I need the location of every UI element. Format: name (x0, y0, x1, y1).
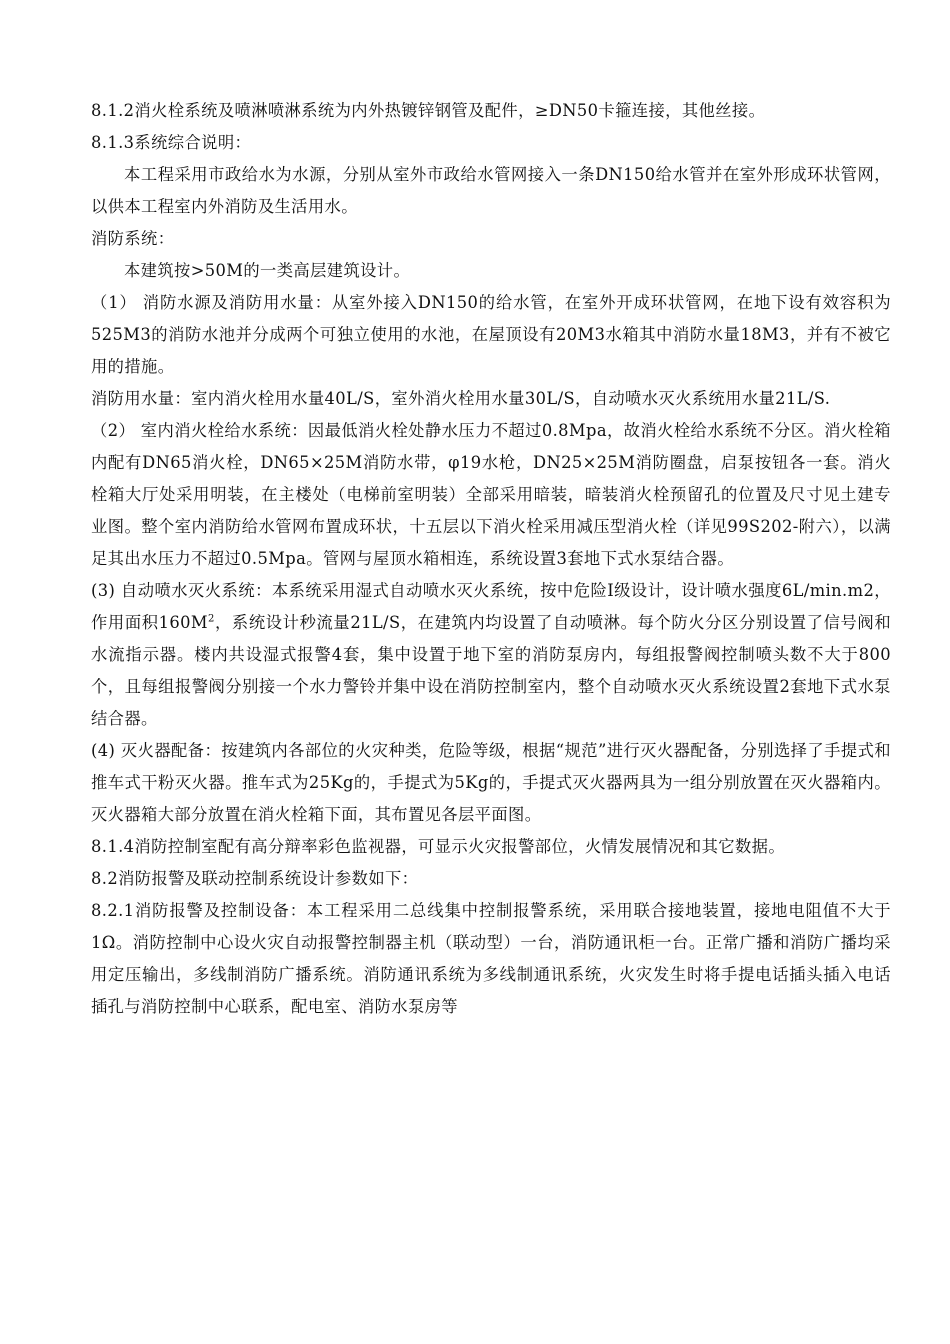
paragraph-8-2-1: 8.2.1消防报警及控制设备：本工程采用二总线集中控制报警系统，采用联合接地装置，接地电阻值不大于1Ω。消防控制中心设火灾自动报警控制器主机（联动型）一台，消防通讯柜一台。正常广播和消防广播均采用定压输出，多线制消防广播系统。消防通讯系统为多线制通讯系统，火灾发生时将手提电话插头插入电话插孔与消防控制中心联系，配电室、消防水泵房等 (91, 901, 891, 1016)
paragraph-building-class: 本建筑按>50M的一类高层建筑设计。 (124, 261, 411, 280)
paragraph-item-4: (4) 灭火器配备：按建筑内各部位的火灾种类，危险等级，根据“规范”进行灭火器配备，分别选择了手提式和推车式干粉灭火器。推车式为25Kg的，手提式为5Kg的，手提式灭火器两具为一组分别放置在灭火器箱内。灭火器箱大部分放置在消火栓箱下面，其布置见各层平面图。 (91, 741, 891, 824)
paragraph-item-3-part-b: ，系统设计秒流量21L/S，在建筑内均设置了自动喷淋。每个防火分区分别设置了信号阀和水流指示器。楼内共设湿式报警4套，集中设置于地下室的消防泵房内，每组报警阀控制喷头数不大于800个，且每组报警阀分别接一个水力警铃并集中设在消防控制室内，整个自动喷水灭火系统设置2套地下式水泵结合器。 (91, 613, 891, 728)
paragraph-item-1: （1） 消防水源及消防用水量：从室外接入DN150的给水管，在室外开成环状管网，在地下设有效容积为525M3的消防水池并分成两个可独立使用的水池，在屋顶设有20M3水箱其中消防水量18M3，并有不被它用的措施。 (91, 293, 891, 376)
paragraph-item-2: （2） 室内消火栓给水系统：因最低消火栓处静水压力不超过0.8Mpa，故消火栓给水系统不分区。消火栓箱内配有DN65消火栓，DN65×25M消防水带，φ19水枪，DN25×25M消防圈盘，启泵按钮各一套。消火栓箱大厅处采用明装，在主楼处（电梯前室明装）全部采用暗装，暗装消火栓预留孔的位置及尺寸见土建专业图。整个室内消防给水管网布置成环状，十五层以下消火栓采用减压型消火栓（详见99S202-附六），以满足其出水压力不超过0.5Mpa。管网与屋顶水箱相连，系统设置3套地下式水泵结合器。 (91, 421, 891, 568)
paragraph-8-1-2: 8.1.2消火栓系统及喷淋喷淋系统为内外热镀锌钢管及配件，≥DN50卡箍连接，其他丝接。 (91, 101, 766, 120)
superscript-2: 2 (208, 613, 215, 625)
paragraph-fire-water-demand: 消防用水量：室内消火栓用水量40L/S，室外消火栓用水量30L/S，自动喷水灭火系统用水量21L/S. (91, 389, 831, 408)
document-body (91, 95, 891, 1023)
paragraph-item-3-part-a: (3) 自动喷水灭火系统：本系统采用湿式自动喷水灭火系统，按中危险Ⅰ级设计，设计喷水强度6L/min.m2，作用面积160M (91, 581, 891, 632)
paragraph-water-source: 本工程采用市政给水为水源，分别从室外市政给水管网接入一条DN150给水管并在室外形成环状管网，以供本工程室内外消防及生活用水。 (91, 165, 891, 216)
heading-fire-system: 消防系统： (91, 229, 175, 248)
heading-8-1-3: 8.1.3系统综合说明： (91, 133, 252, 152)
paragraph-item-3 (91, 575, 891, 735)
paragraph-8-1-4: 8.1.4消防控制室配有高分辩率彩色监视器，可显示火灾报警部位，火情发展情况和其它数据。 (91, 837, 785, 856)
heading-8-2: 8.2消防报警及联动控制系统设计参数如下： (91, 869, 419, 888)
